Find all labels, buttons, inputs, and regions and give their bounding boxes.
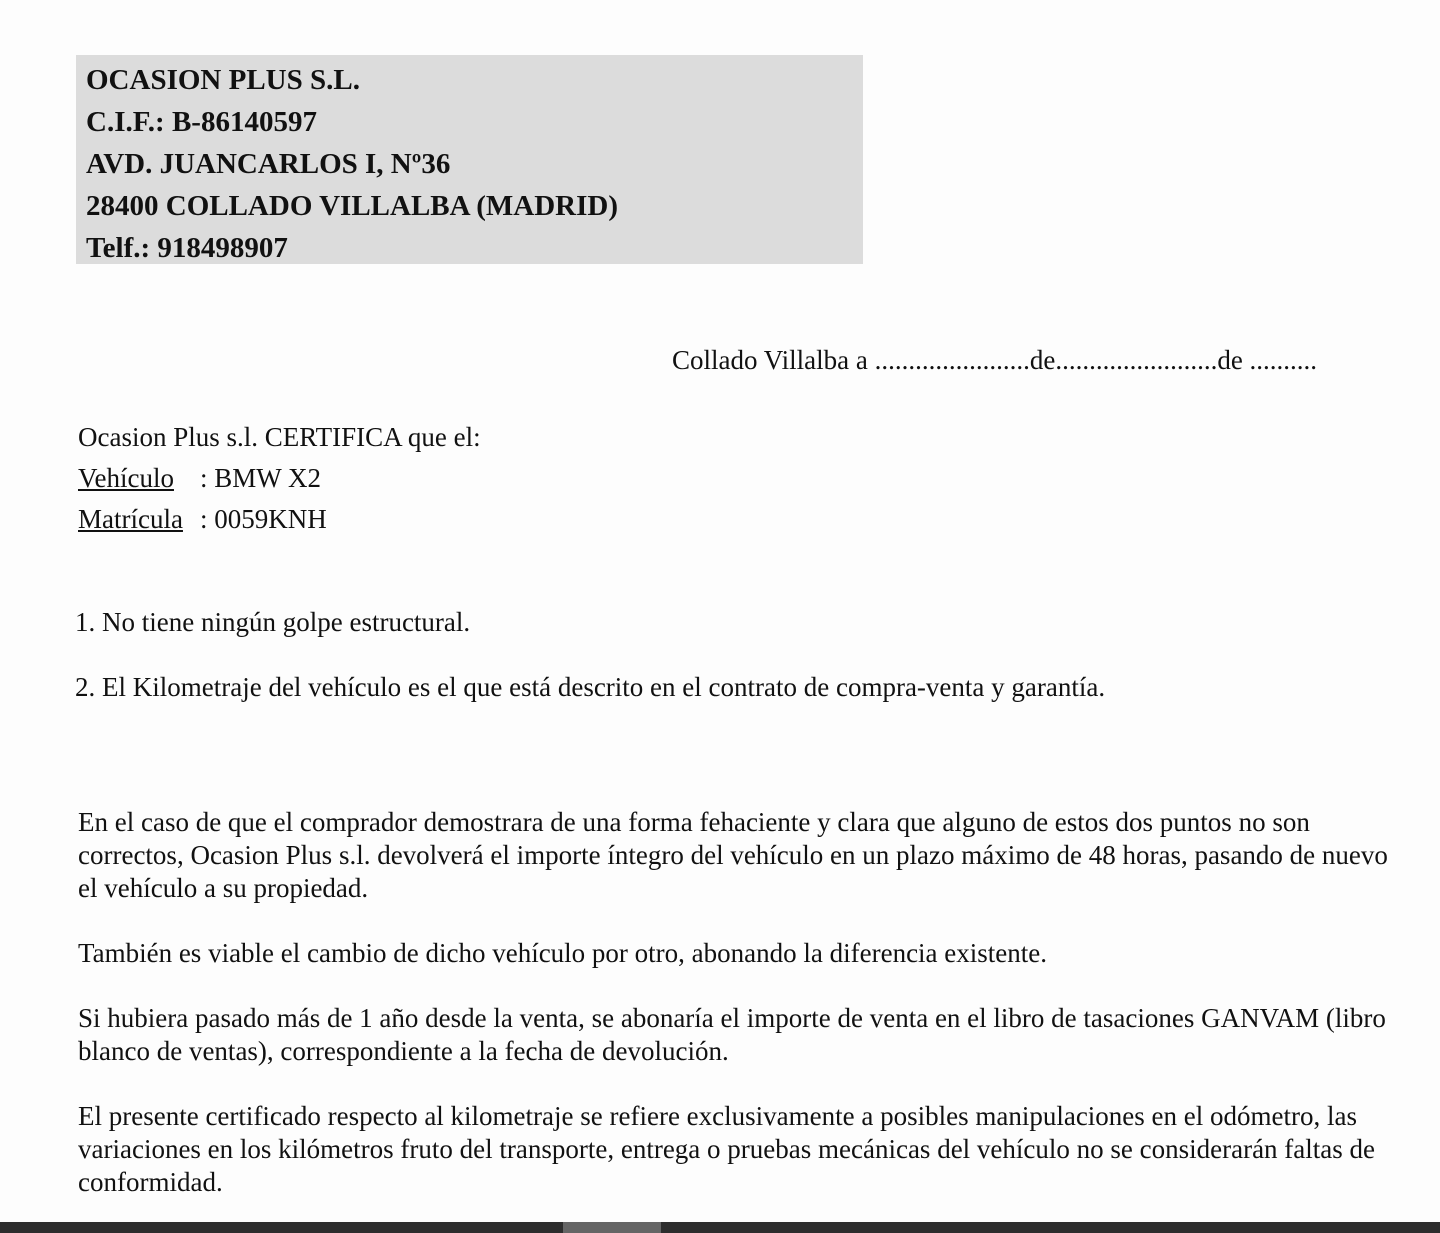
paragraph-refund-guarantee: En el caso de que el comprador demostrara de una forma fehaciente y clara que alguno de estos dos puntos no son correctos, Ocasion Plus s.l. devolverá el importe íntegro del vehículo en un plazo máximo de 48 horas, pasando de nuevo el vehículo a su propiedad. <box>78 807 1388 903</box>
body-paragraphs <box>78 806 1413 1231</box>
vehicle-field <box>78 458 481 499</box>
paragraph-vehicle-exchange: También es viable el cambio de dicho vehículo por otro, abonando la diferencia existente. <box>78 938 1048 968</box>
plate-label: Matrícula <box>78 504 183 534</box>
company-header-box <box>76 55 863 264</box>
paragraph-odometer-disclaimer: El presente certificado respecto al kilometraje se refiere exclusivamente a posibles manipulaciones en el odómetro, las variaciones en los kilómetros fruto del transporte, entrega o pruebas mecánicas del vehículo no se considerarán faltas de conformidad. <box>78 1101 1376 1197</box>
plate-value: : 0059KNH <box>200 504 327 534</box>
clause-mileage: 2. El Kilometraje del vehículo es el que está descrito en el contrato de compra-venta y garantía. <box>75 672 1106 702</box>
paragraph-ganvam-valuation: Si hubiera pasado más de 1 año desde la venta, se abonaría el importe de venta en el libro de tasaciones GANVAM (libro blanco de ventas), correspondiente a la fecha de devolución. <box>78 1003 1386 1066</box>
date-fill-in-line: Collado Villalba a .......................de........................de .......... <box>672 345 1318 375</box>
plate-label-wrap <box>78 499 200 540</box>
company-address: AVD. JUANCARLOS I, Nº36 <box>86 148 451 180</box>
clauses-list <box>75 606 1105 736</box>
plate-field <box>78 499 481 540</box>
company-city: 28400 COLLADO VILLALBA (MADRID) <box>86 190 618 222</box>
certification-block <box>78 417 481 540</box>
certification-intro: Ocasion Plus s.l. CERTIFICA que el: <box>78 422 481 452</box>
horizontal-scrollbar[interactable] <box>0 1222 1440 1233</box>
company-name: OCASION PLUS S.L. <box>86 64 360 96</box>
vehicle-value: : BMW X2 <box>200 463 322 493</box>
company-phone: Telf.: 918498907 <box>86 232 288 264</box>
vehicle-label-wrap <box>78 458 200 499</box>
company-cif: C.I.F.: B-86140597 <box>86 106 317 138</box>
scrollbar-thumb[interactable] <box>563 1222 661 1233</box>
clause-structural-damage: 1. No tiene ningún golpe estructural. <box>75 607 471 637</box>
vehicle-label: Vehículo <box>78 463 174 493</box>
